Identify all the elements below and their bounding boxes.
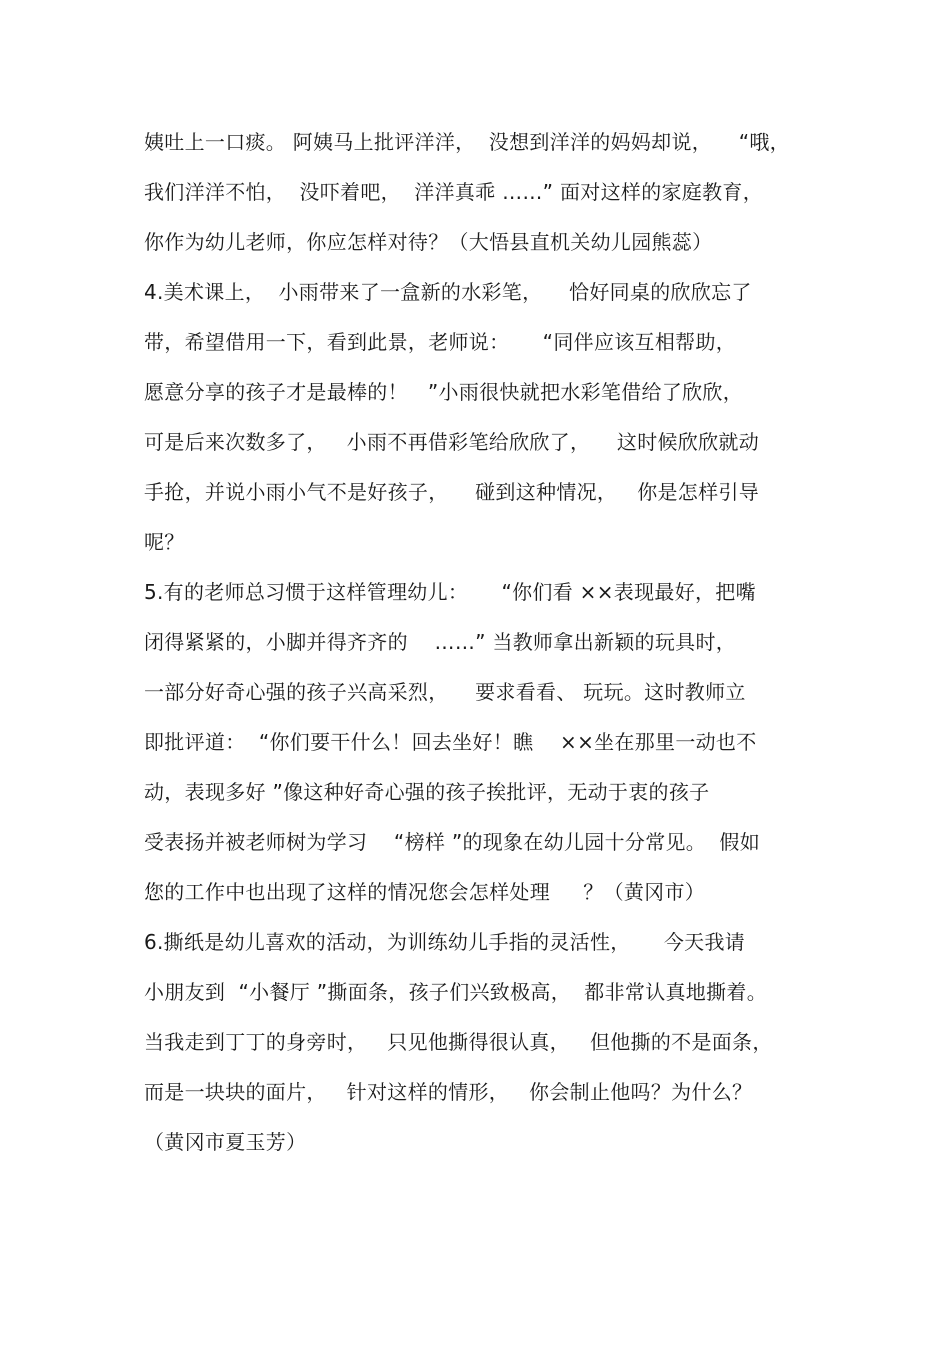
text-line: 受表扬并被老师树为学习 “榜样 ”的现象在幼儿园十分常见。 假如	[144, 830, 761, 854]
text-line: （黄冈市夏玉芳）	[144, 1130, 307, 1154]
text-line: 5.有的老师总习惯于这样管理幼儿： “你们看 ××表现最好，把嘴	[144, 580, 756, 604]
text-line: 当我走到丁丁的身旁时， 只见他撕得很认真， 但他撕的不是面条，	[144, 1030, 773, 1054]
text-line: 带，希望借用一下，看到此景，老师说： “同伴应该互相帮助，	[144, 330, 737, 354]
text-line: 6.撕纸是幼儿喜欢的活动，为训练幼儿手指的灵活性， 今天我请	[144, 930, 746, 954]
text-line: 呢？	[144, 530, 185, 554]
text-line: 可是后来次数多了， 小雨不再借彩笔给欣欣了， 这时候欣欣就动	[144, 430, 760, 454]
text-line: 你作为幼儿老师，你应怎样对待？（大悟县直机关幼儿园熊蕊）	[144, 230, 713, 254]
text-line: 姨吐上一口痰。 阿姨马上批评洋洋， 没想到洋洋的妈妈却说， “哦，	[144, 130, 790, 154]
text-line: 手抢，并说小雨小气不是好孩子， 碰到这种情况， 你是怎样引导	[144, 480, 760, 504]
text-line: 而是一块块的面片， 针对这样的情形， 你会制止他吗？为什么？	[144, 1080, 753, 1104]
text-line: 闭得紧紧的，小脚并得齐齐的 ……” 当教师拿出新颖的玩具时，	[144, 630, 737, 654]
text-line: 您的工作中也出现了这样的情况您会怎样处理 ？（黄冈市）	[144, 880, 706, 904]
text-line: 小朋友到 “小餐厅 ”撕面条，孩子们兴致极高， 都非常认真地撕着。	[144, 980, 768, 1004]
text-line: 即批评道： “你们要干什么！回去坐好！瞧 ××坐在那里一动也不	[144, 730, 757, 754]
text-line: 一部分好奇心强的孩子兴高采烈， 要求看看、 玩玩。这时教师立	[144, 680, 746, 704]
text-line: 4.美术课上， 小雨带来了一盒新的水彩笔， 恰好同桌的欣欣忘了	[144, 280, 752, 304]
text-line: 我们洋洋不怕， 没吓着吧， 洋洋真乖 ……” 面对这样的家庭教育，	[144, 180, 764, 204]
text-line: 动，表现多好 ”像这种好奇心强的孩子挨批评，无动于衷的孩子	[144, 780, 710, 804]
text-line: 愿意分享的孩子才是最棒的！ ”小雨很快就把水彩笔借给了欣欣，	[144, 380, 744, 404]
